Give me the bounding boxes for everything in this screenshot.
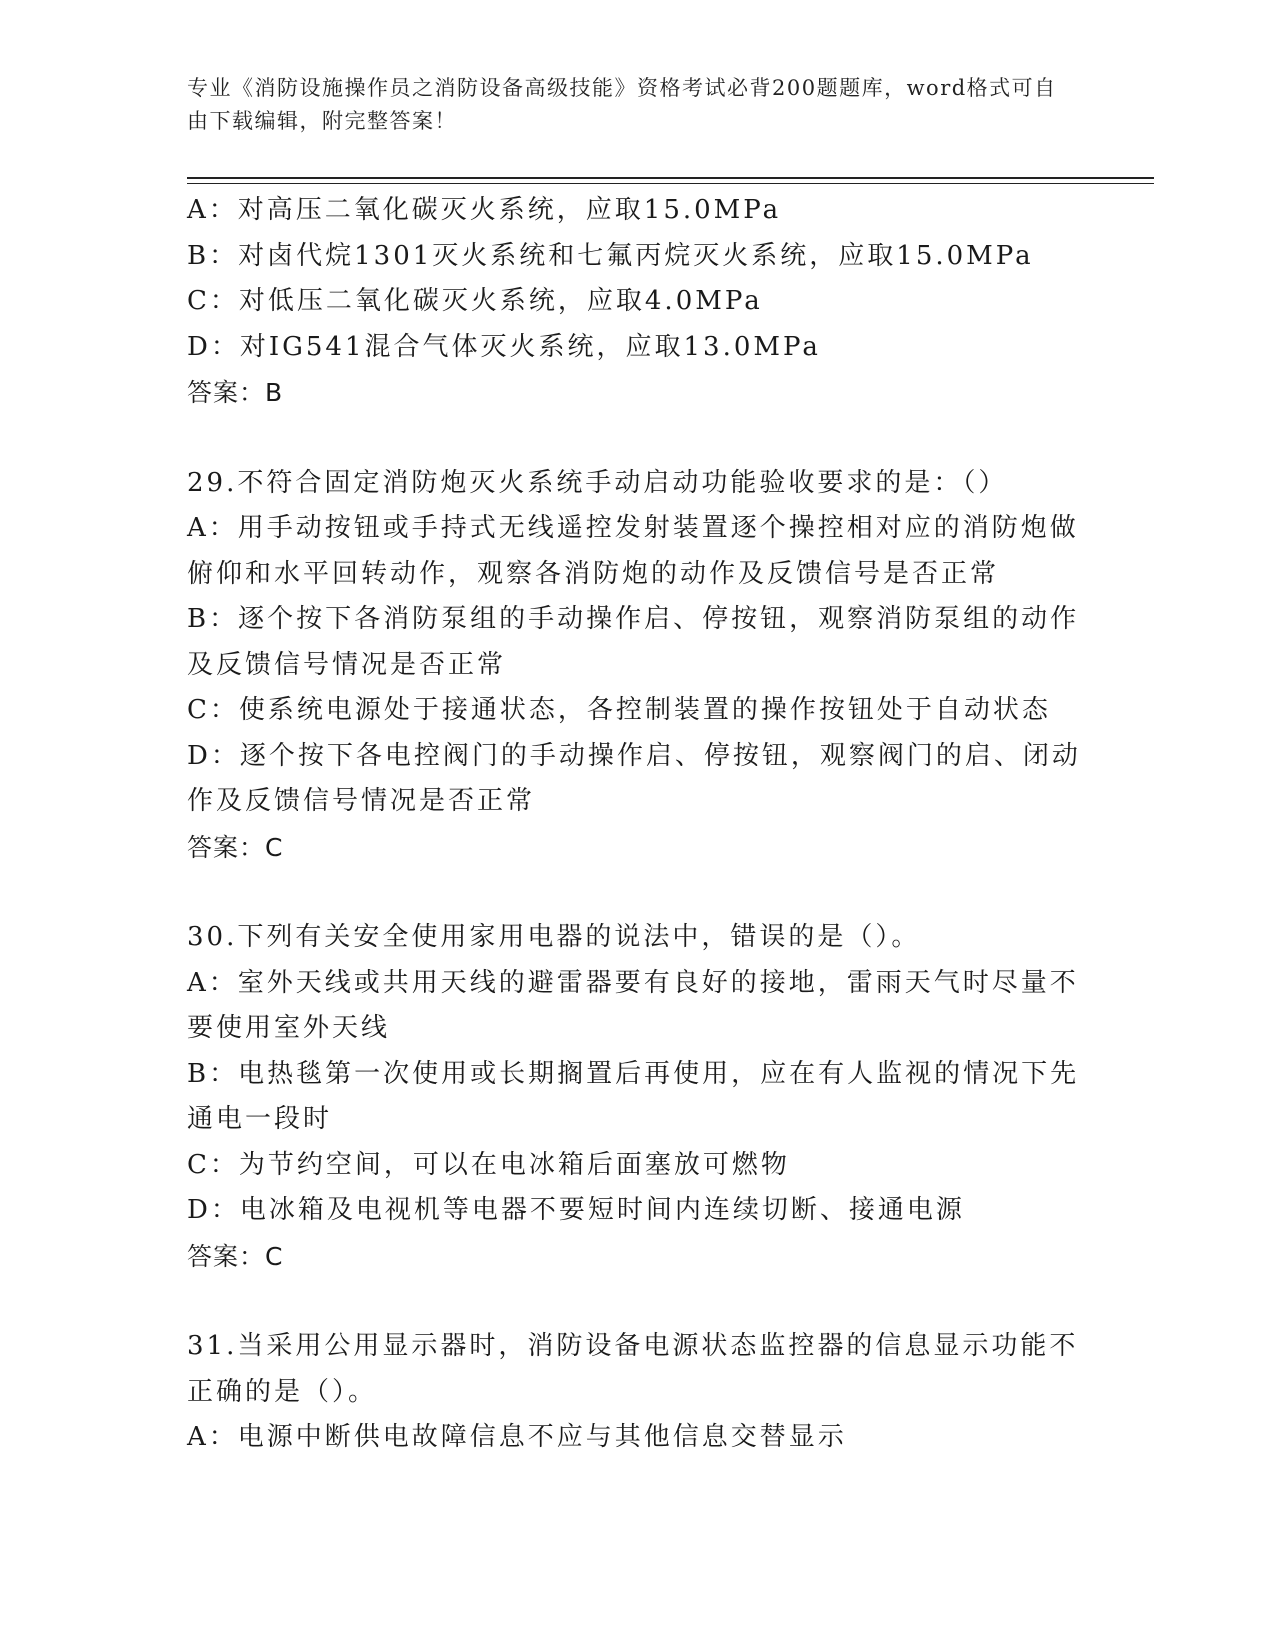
option-a: A：对高压二氧化碳灭火系统，应取15.0MPa: [187, 195, 782, 225]
question-item: [187, 915, 1082, 1279]
option-c: C：为节约空间，可以在电冰箱后面塞放可燃物: [187, 1149, 790, 1180]
answer-line: 答案：C: [187, 1241, 284, 1271]
question-item: [187, 461, 1082, 871]
option-b: B：逐个按下各消防泵组的手动操作启、停按钮，观察消防泵组的动作及反馈信号情况是否正常: [187, 604, 1080, 680]
option-b: B：对卤代烷1301灭火系统和七氟丙烷灭火系统，应取15.0MPa: [187, 240, 1034, 271]
option-c: C：使系统电源处于接通状态，各控制装置的操作按钮处于自动状态: [187, 695, 1051, 725]
answer-line: 答案：C: [187, 832, 284, 862]
question-stem: 29.不符合固定消防炮灭火系统手动启动功能验收要求的是：（）: [187, 467, 1008, 498]
option-d: D：逐个按下各电控阀门的手动操作启、停按钮，观察阀门的启、闭动作及反馈信号情况是否正常: [187, 740, 1081, 816]
question-list: [187, 188, 1082, 1461]
header-rule-thick: [187, 177, 1154, 179]
question-stem: 30.下列有关安全使用家用电器的说法中，错误的是（）。: [187, 922, 921, 952]
option-a: A：电源中断供电故障信息不应与其他信息交替显示: [187, 1422, 847, 1452]
question-item: [187, 188, 1082, 416]
option-c: C：对低压二氧化碳灭火系统，应取4.0MPa: [187, 286, 763, 316]
option-b: B：电热毯第一次使用或长期搁置后再使用，应在有人监视的情况下先通电一段时: [187, 1058, 1080, 1134]
header-rule-thin: [187, 183, 1154, 184]
option-d: D：电冰箱及电视机等电器不要短时间内连续切断、接通电源: [187, 1195, 965, 1225]
page-header: 专业《消防设施操作员之消防设备高级技能》资格考试必背200题题库，word格式可自由下载编辑，附完整答案！: [187, 76, 1057, 133]
question-stem: 31.当采用公用显示器时，消防设备电源状态监控器的信息显示功能不正确的是（）。: [187, 1331, 1079, 1407]
answer-line: 答案：B: [187, 378, 284, 407]
option-a: A：室外天线或共用天线的避雷器要有良好的接地，雷雨天气时尽量不要使用室外天线: [187, 967, 1079, 1043]
question-item: [187, 1324, 1082, 1461]
option-a: A：用手动按钮或手持式无线遥控发射装置逐个操控相对应的消防炮做俯仰和水平回转动作，观察各消防炮的动作及反馈信号是否正常: [187, 513, 1079, 589]
option-d: D：对IG541混合气体灭火系统，应取13.0MPa: [187, 331, 821, 362]
